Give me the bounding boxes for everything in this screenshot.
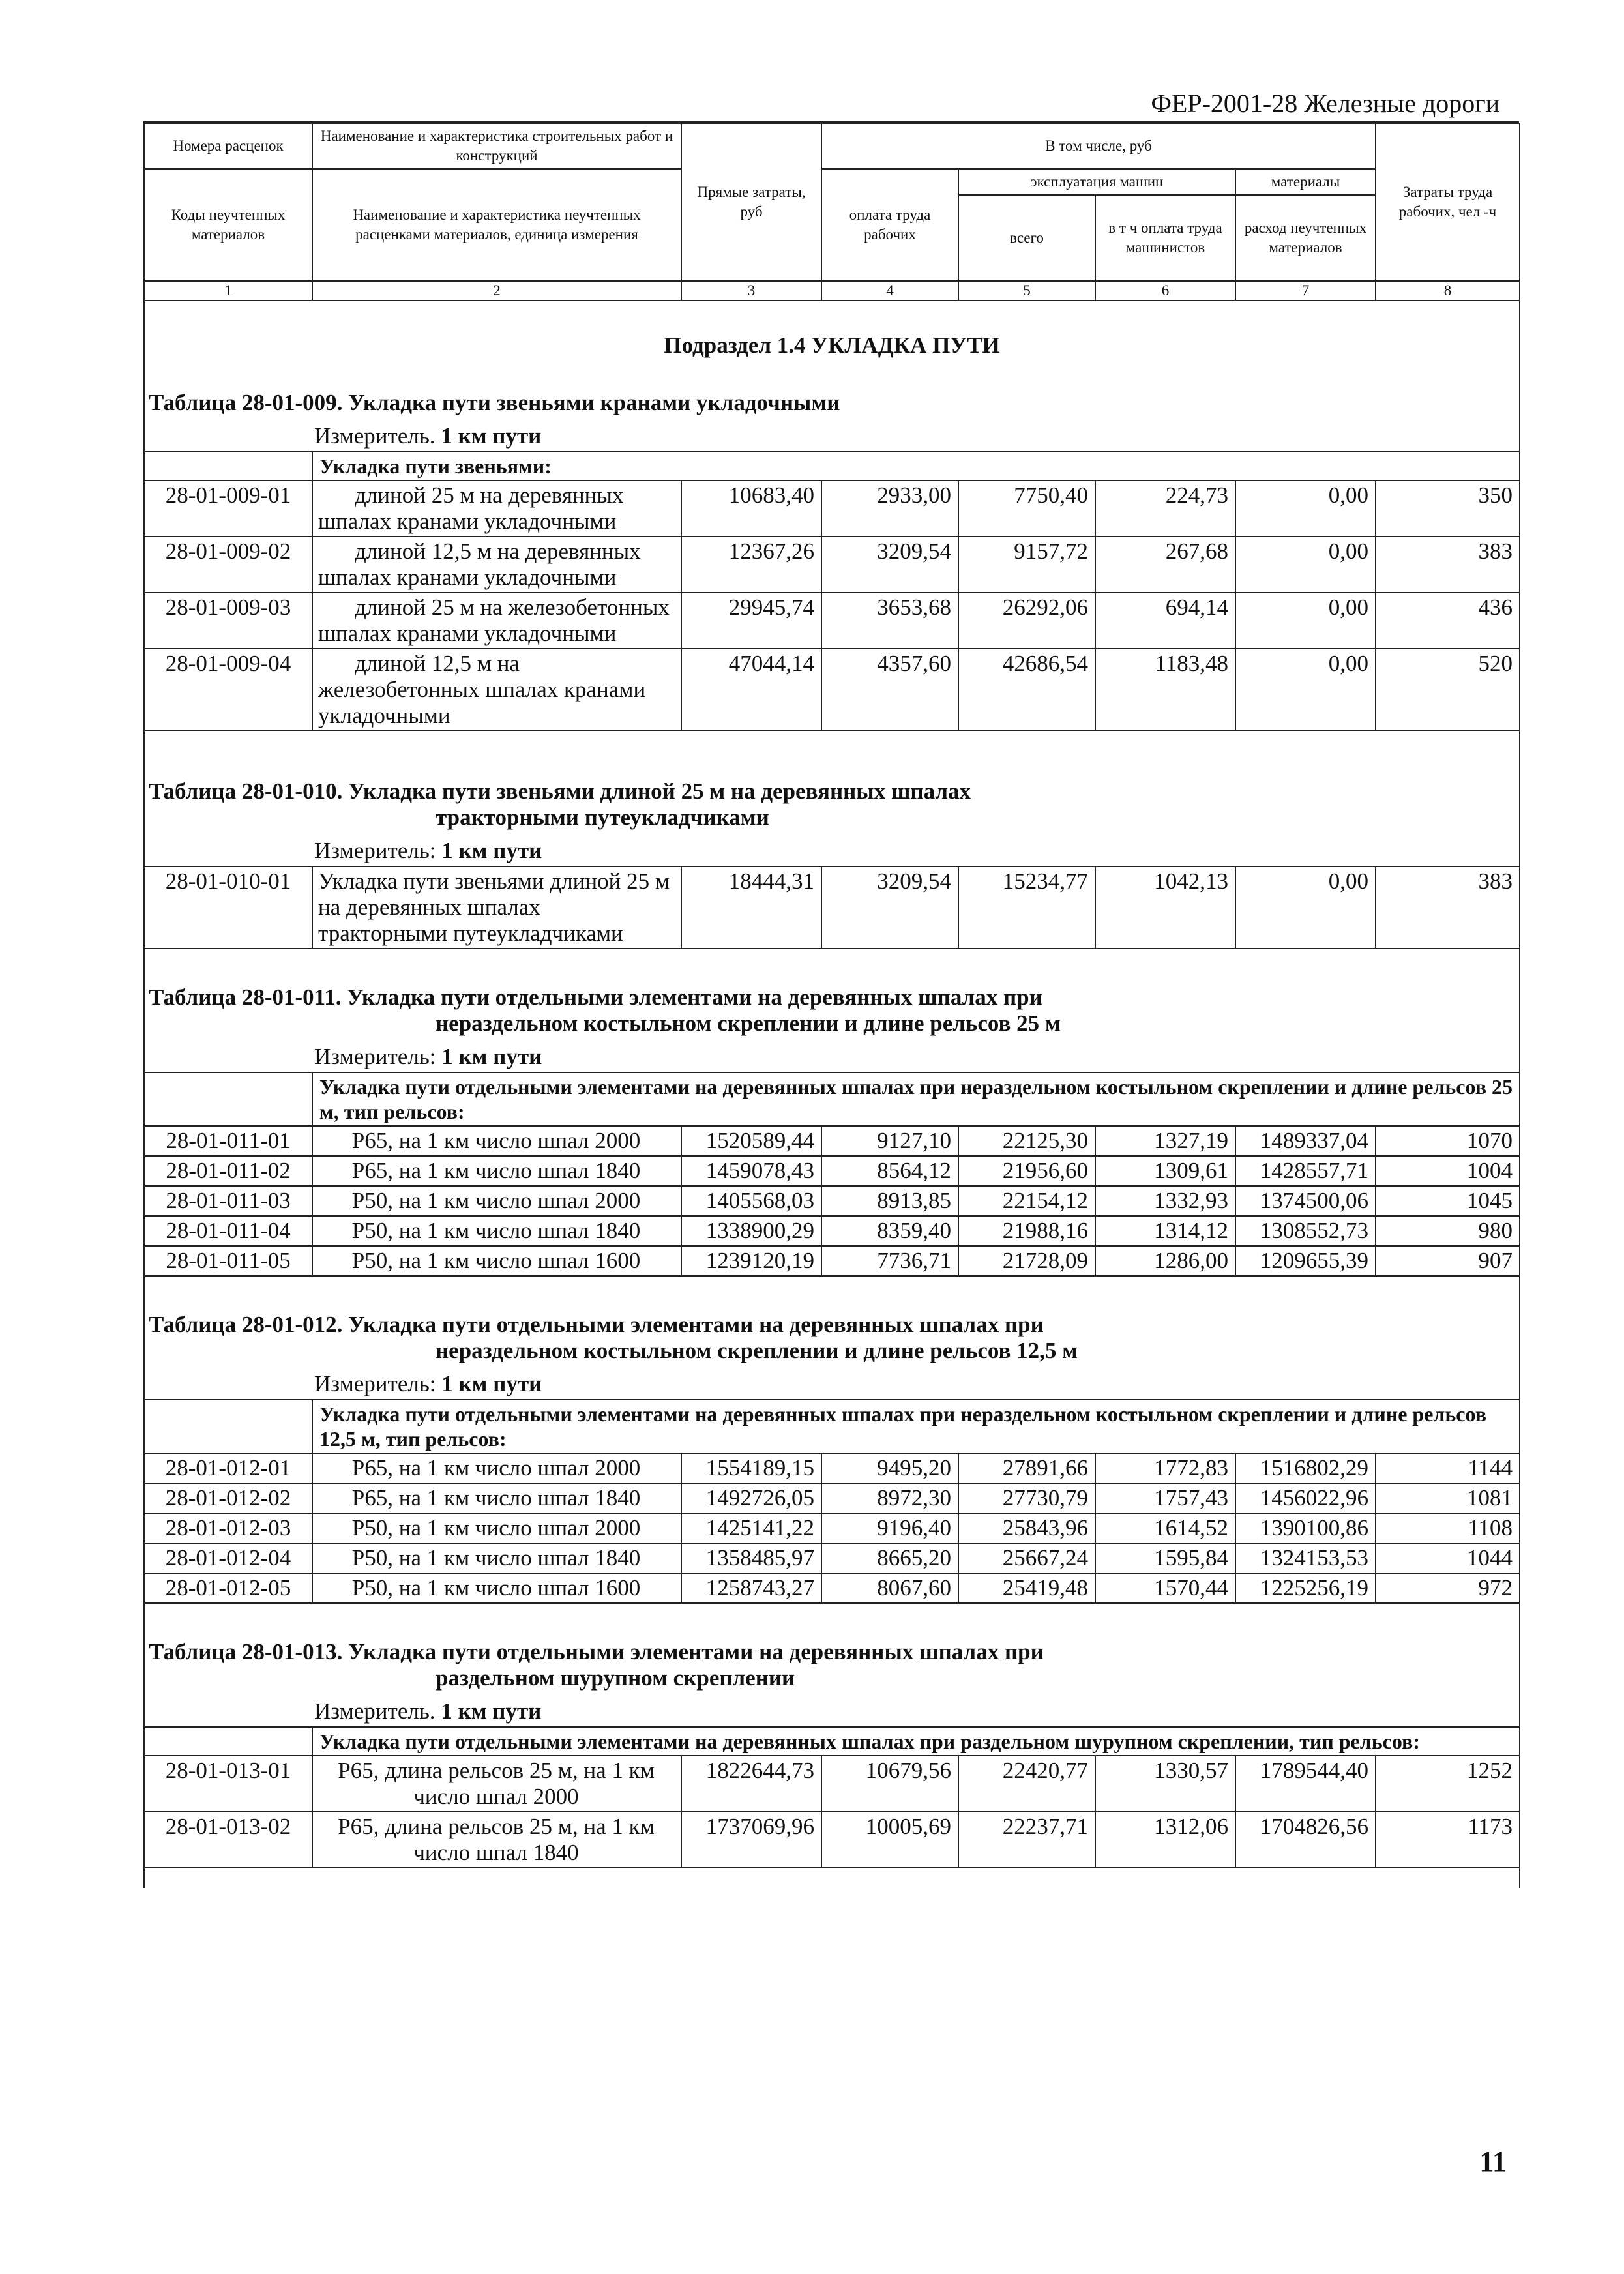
value-c3: 1338900,29 bbox=[681, 1216, 821, 1246]
rate-name-text: Р65, на 1 км число шпал 1840 bbox=[351, 1158, 641, 1183]
table-title-line1: Таблица 28-01-010. Укладка пути звеньями длиной 25 м на деревянных шпалах bbox=[149, 778, 971, 804]
value-c7: 0,00 bbox=[1235, 480, 1376, 537]
measure-value: 1 км пути bbox=[441, 1698, 542, 1724]
value-c7: 1456022,96 bbox=[1235, 1483, 1376, 1513]
measure-unit bbox=[144, 1039, 1520, 1072]
table-row bbox=[144, 480, 1520, 537]
rate-name bbox=[312, 1513, 681, 1543]
rate-name bbox=[312, 1483, 681, 1513]
group-title: Укладка пути отдельными элементами на деревянных шпалах при нераздельном костыльном скреплении и длине рельсов 25 м, тип рельсов: bbox=[312, 1072, 1520, 1126]
value-c6: 1312,06 bbox=[1095, 1812, 1235, 1868]
hdr-machinist-wages: в т ч оплата труда машинистов bbox=[1095, 195, 1235, 281]
value-c5: 22237,71 bbox=[958, 1812, 1095, 1868]
value-c6: 1327,19 bbox=[1095, 1126, 1235, 1156]
value-c8: 1081 bbox=[1376, 1483, 1520, 1513]
value-c5: 22420,77 bbox=[958, 1756, 1095, 1812]
col-num: 3 bbox=[681, 281, 821, 301]
value-c4: 8359,40 bbox=[821, 1216, 958, 1246]
value-c4: 3209,54 bbox=[821, 866, 958, 949]
measure-unit bbox=[144, 1366, 1520, 1400]
value-c6: 1183,48 bbox=[1095, 649, 1235, 731]
value-c4: 10005,69 bbox=[821, 1812, 958, 1868]
rate-name-text: Р65, на 1 км число шпал 2000 bbox=[351, 1455, 641, 1481]
value-c4: 8913,85 bbox=[821, 1186, 958, 1216]
measure-unit bbox=[144, 419, 1520, 452]
rate-name-text: Р65, на 1 км число шпал 2000 bbox=[351, 1128, 641, 1153]
value-c7: 0,00 bbox=[1235, 593, 1376, 649]
hdr-name-top: Наименование и характеристика строительных работ и конструкций bbox=[312, 123, 681, 169]
group-row bbox=[144, 1727, 1520, 1756]
col-num: 6 bbox=[1095, 281, 1235, 301]
value-c6: 694,14 bbox=[1095, 593, 1235, 649]
rate-name bbox=[312, 1756, 681, 1812]
rate-code: 28-01-012-03 bbox=[144, 1513, 312, 1543]
value-c5: 25843,96 bbox=[958, 1513, 1095, 1543]
measure-value: 1 км пути bbox=[441, 838, 542, 863]
value-c3: 1239120,19 bbox=[681, 1246, 821, 1276]
value-c8: 1252 bbox=[1376, 1756, 1520, 1812]
table-row bbox=[144, 1216, 1520, 1246]
value-c7: 0,00 bbox=[1235, 649, 1376, 731]
value-c4: 10679,56 bbox=[821, 1756, 958, 1812]
measure-value: 1 км пути bbox=[441, 1044, 542, 1069]
table-title bbox=[144, 374, 1520, 419]
value-c7: 1308552,73 bbox=[1235, 1216, 1376, 1246]
subsection-title: Подраздел 1.4 УКЛАДКА ПУТИ bbox=[144, 301, 1520, 374]
value-c8: 350 bbox=[1376, 480, 1520, 537]
group-title: Укладка пути отдельными элементами на деревянных шпалах при нераздельном костыльном скреплении и длине рельсов 12,5 м, тип рельсов: bbox=[312, 1400, 1520, 1453]
rate-name bbox=[312, 1216, 681, 1246]
value-c3: 12367,26 bbox=[681, 537, 821, 593]
value-c3: 1425141,22 bbox=[681, 1513, 821, 1543]
rate-name-text: Укладка пути звеньями длиной 25 м на деревянных шпалах тракторными путеукладчиками bbox=[318, 868, 670, 946]
value-c3: 18444,31 bbox=[681, 866, 821, 949]
value-c6: 1309,61 bbox=[1095, 1156, 1235, 1186]
table-row bbox=[144, 1573, 1520, 1603]
rate-code: 28-01-012-04 bbox=[144, 1543, 312, 1573]
rate-code: 28-01-011-03 bbox=[144, 1186, 312, 1216]
rate-name bbox=[312, 1812, 681, 1868]
running-header bbox=[143, 78, 1519, 123]
rate-code: 28-01-009-04 bbox=[144, 649, 312, 731]
value-c6: 1286,00 bbox=[1095, 1246, 1235, 1276]
value-c8: 383 bbox=[1376, 866, 1520, 949]
group-code-cell bbox=[144, 452, 312, 480]
document-title: ФЕР-2001-28 Железные дороги bbox=[1151, 89, 1499, 118]
value-c8: 1108 bbox=[1376, 1513, 1520, 1543]
rate-name bbox=[312, 866, 681, 949]
value-c3: 47044,14 bbox=[681, 649, 821, 731]
value-c5: 21728,09 bbox=[958, 1246, 1095, 1276]
hdr-direct-costs: Прямые затраты, руб bbox=[681, 123, 821, 281]
rate-code: 28-01-011-02 bbox=[144, 1156, 312, 1186]
rate-code: 28-01-011-04 bbox=[144, 1216, 312, 1246]
table-row bbox=[144, 649, 1520, 731]
table-row bbox=[144, 1513, 1520, 1543]
rate-name bbox=[312, 649, 681, 731]
table-title bbox=[144, 969, 1520, 1039]
value-c6: 1330,57 bbox=[1095, 1756, 1235, 1812]
value-c7: 0,00 bbox=[1235, 866, 1376, 949]
rate-name-text: Р50, на 1 км число шпал 2000 bbox=[351, 1515, 641, 1541]
table-row bbox=[144, 1186, 1520, 1216]
value-c6: 1757,43 bbox=[1095, 1483, 1235, 1513]
rate-name bbox=[312, 593, 681, 649]
rate-name bbox=[312, 1453, 681, 1483]
value-c6: 1042,13 bbox=[1095, 866, 1235, 949]
rate-code: 28-01-013-02 bbox=[144, 1812, 312, 1868]
table-title-line1: Таблица 28-01-009. Укладка пути звеньями кранами укладочными bbox=[149, 390, 840, 415]
table-title-line2: раздельном шурупном скреплении bbox=[436, 1665, 795, 1691]
hdr-column-numbers bbox=[144, 281, 1520, 301]
value-c8: 1004 bbox=[1376, 1156, 1520, 1186]
value-c5: 25667,24 bbox=[958, 1543, 1095, 1573]
group-code-cell bbox=[144, 1400, 312, 1453]
table-row bbox=[144, 1453, 1520, 1483]
col-num: 8 bbox=[1376, 281, 1520, 301]
value-c5: 21988,16 bbox=[958, 1216, 1095, 1246]
rate-name bbox=[312, 480, 681, 537]
value-c4: 9196,40 bbox=[821, 1513, 958, 1543]
value-c3: 1492726,05 bbox=[681, 1483, 821, 1513]
value-c6: 1332,93 bbox=[1095, 1186, 1235, 1216]
hdr-name-bottom: Наименование и характеристика неучтенных расценками материалов, единица измерения bbox=[312, 169, 681, 281]
group-code-cell bbox=[144, 1727, 312, 1756]
page-number: 11 bbox=[1479, 2146, 1507, 2178]
rate-name-text: Р65, длина рельсов 25 м, на 1 км число шпал 2000 bbox=[338, 1758, 655, 1809]
hdr-codes-bottom: Коды неучтенных материалов bbox=[144, 169, 312, 281]
group-row bbox=[144, 1072, 1520, 1126]
measure-unit bbox=[144, 833, 1520, 866]
measure-label: Измеритель: bbox=[314, 838, 436, 863]
hdr-materials: материалы bbox=[1235, 169, 1376, 195]
value-c5: 26292,06 bbox=[958, 593, 1095, 649]
measure-value: 1 км пути bbox=[441, 423, 542, 449]
rate-name-text: длиной 25 м на деревянных шпалах кранами укладочными bbox=[318, 482, 624, 534]
value-c3: 1459078,43 bbox=[681, 1156, 821, 1186]
value-c5: 15234,77 bbox=[958, 866, 1095, 949]
value-c7: 1225256,19 bbox=[1235, 1573, 1376, 1603]
value-c5: 9157,72 bbox=[958, 537, 1095, 593]
value-c8: 1173 bbox=[1376, 1812, 1520, 1868]
rate-code: 28-01-013-01 bbox=[144, 1756, 312, 1812]
value-c6: 1314,12 bbox=[1095, 1216, 1235, 1246]
rate-name-text: Р50, на 1 км число шпал 1840 bbox=[351, 1545, 641, 1571]
table-title bbox=[144, 1296, 1520, 1366]
value-c3: 10683,40 bbox=[681, 480, 821, 537]
table-title-line2: нераздельном костыльном скреплении и длине рельсов 12,5 м bbox=[436, 1338, 1078, 1363]
table-row bbox=[144, 1756, 1520, 1812]
hdr-machines-total: всего bbox=[958, 195, 1095, 281]
value-c4: 3653,68 bbox=[821, 593, 958, 649]
value-c3: 1737069,96 bbox=[681, 1812, 821, 1868]
table-title bbox=[144, 763, 1520, 833]
value-c5: 21956,60 bbox=[958, 1156, 1095, 1186]
rate-name-text: Р65, длина рельсов 25 м, на 1 км число шпал 1840 bbox=[338, 1814, 655, 1865]
table-title-line1: Таблица 28-01-011. Укладка пути отдельными элементами на деревянных шпалах при bbox=[149, 984, 1042, 1010]
rate-code: 28-01-009-03 bbox=[144, 593, 312, 649]
table-row bbox=[144, 537, 1520, 593]
value-c6: 224,73 bbox=[1095, 480, 1235, 537]
value-c4: 9127,10 bbox=[821, 1126, 958, 1156]
table-row bbox=[144, 866, 1520, 949]
hdr-incl: В том числе, руб bbox=[821, 123, 1376, 169]
hdr-machines: эксплуатация машин bbox=[958, 169, 1235, 195]
rate-name-text: длиной 12,5 м на железобетонных шпалах кранами укладочными bbox=[318, 651, 646, 728]
value-c7: 1489337,04 bbox=[1235, 1126, 1376, 1156]
measure-label: Измеритель: bbox=[314, 1371, 436, 1396]
rate-name bbox=[312, 1573, 681, 1603]
rate-code: 28-01-011-01 bbox=[144, 1126, 312, 1156]
hdr-wages: оплата труда рабочих bbox=[821, 169, 958, 281]
measure-unit bbox=[144, 1694, 1520, 1727]
rate-code: 28-01-012-01 bbox=[144, 1453, 312, 1483]
value-c7: 1209655,39 bbox=[1235, 1246, 1376, 1276]
col-num: 5 bbox=[958, 281, 1095, 301]
value-c5: 22154,12 bbox=[958, 1186, 1095, 1216]
value-c7: 1516802,29 bbox=[1235, 1453, 1376, 1483]
measure-value: 1 км пути bbox=[441, 1371, 542, 1396]
value-c7: 1789544,40 bbox=[1235, 1756, 1376, 1812]
value-c3: 1405568,03 bbox=[681, 1186, 821, 1216]
value-c8: 436 bbox=[1376, 593, 1520, 649]
rate-name bbox=[312, 537, 681, 593]
hdr-codes-top: Номера расценок bbox=[144, 123, 312, 169]
value-c8: 972 bbox=[1376, 1573, 1520, 1603]
value-c7: 1324153,53 bbox=[1235, 1543, 1376, 1573]
table-title-line1: Таблица 28-01-013. Укладка пути отдельными элементами на деревянных шпалах при bbox=[149, 1639, 1044, 1664]
value-c4: 8665,20 bbox=[821, 1543, 958, 1573]
table-row bbox=[144, 1812, 1520, 1868]
group-code-cell bbox=[144, 1072, 312, 1126]
col-num: 4 bbox=[821, 281, 958, 301]
rate-code: 28-01-009-01 bbox=[144, 480, 312, 537]
rate-name-text: длиной 12,5 м на деревянных шпалах кранами укладочными bbox=[318, 539, 641, 590]
value-c4: 4357,60 bbox=[821, 649, 958, 731]
value-c5: 7750,40 bbox=[958, 480, 1095, 537]
value-c8: 980 bbox=[1376, 1216, 1520, 1246]
value-c4: 8067,60 bbox=[821, 1573, 958, 1603]
hdr-materials-usage: расход неучтенных материалов bbox=[1235, 195, 1376, 281]
value-c3: 1822644,73 bbox=[681, 1756, 821, 1812]
rate-code: 28-01-009-02 bbox=[144, 537, 312, 593]
measure-label: Измеритель: bbox=[314, 1044, 436, 1069]
value-c8: 1070 bbox=[1376, 1126, 1520, 1156]
value-c3: 1554189,15 bbox=[681, 1453, 821, 1483]
value-c7: 1390100,86 bbox=[1235, 1513, 1376, 1543]
value-c8: 1045 bbox=[1376, 1186, 1520, 1216]
col-num: 1 bbox=[144, 281, 312, 301]
table-row bbox=[144, 593, 1520, 649]
value-c6: 1772,83 bbox=[1095, 1453, 1235, 1483]
value-c7: 1704826,56 bbox=[1235, 1812, 1376, 1868]
table-header bbox=[144, 123, 1520, 301]
rate-name bbox=[312, 1246, 681, 1276]
value-c4: 2933,00 bbox=[821, 480, 958, 537]
rate-name-text: Р50, на 1 км число шпал 1600 bbox=[351, 1575, 641, 1601]
rate-code: 28-01-010-01 bbox=[144, 866, 312, 949]
rate-code: 28-01-011-05 bbox=[144, 1246, 312, 1276]
value-c7: 1374500,06 bbox=[1235, 1186, 1376, 1216]
hdr-labor-hours: Затраты труда рабочих, чел -ч bbox=[1376, 123, 1520, 281]
price-table bbox=[143, 123, 1520, 1888]
value-c8: 1044 bbox=[1376, 1543, 1520, 1573]
rate-name-text: длиной 25 м на железобетонных шпалах кранами укладочными bbox=[318, 595, 670, 646]
value-c8: 383 bbox=[1376, 537, 1520, 593]
document-page bbox=[143, 78, 1519, 1888]
rate-code: 28-01-012-02 bbox=[144, 1483, 312, 1513]
value-c7: 1428557,71 bbox=[1235, 1156, 1376, 1186]
table-row bbox=[144, 1246, 1520, 1276]
group-title: Укладка пути звеньями: bbox=[312, 452, 1520, 480]
value-c4: 8972,30 bbox=[821, 1483, 958, 1513]
col-num: 7 bbox=[1235, 281, 1376, 301]
rate-name-text: Р50, на 1 км число шпал 2000 bbox=[351, 1188, 641, 1213]
table-title-line1: Таблица 28-01-012. Укладка пути отдельными элементами на деревянных шпалах при bbox=[149, 1312, 1044, 1337]
group-row bbox=[144, 1400, 1520, 1453]
col-num: 2 bbox=[312, 281, 681, 301]
value-c4: 9495,20 bbox=[821, 1453, 958, 1483]
value-c6: 267,68 bbox=[1095, 537, 1235, 593]
table-title-line2: нераздельном костыльном скреплении и длине рельсов 25 м bbox=[436, 1011, 1061, 1036]
rate-name bbox=[312, 1543, 681, 1573]
value-c6: 1570,44 bbox=[1095, 1573, 1235, 1603]
value-c6: 1595,84 bbox=[1095, 1543, 1235, 1573]
value-c5: 27730,79 bbox=[958, 1483, 1095, 1513]
value-c3: 1358485,97 bbox=[681, 1543, 821, 1573]
value-c5: 27891,66 bbox=[958, 1453, 1095, 1483]
value-c5: 25419,48 bbox=[958, 1573, 1095, 1603]
value-c6: 1614,52 bbox=[1095, 1513, 1235, 1543]
table-title-line2: тракторными путеукладчиками bbox=[436, 805, 769, 830]
rate-name bbox=[312, 1126, 681, 1156]
measure-label: Измеритель. bbox=[314, 1698, 436, 1724]
value-c5: 22125,30 bbox=[958, 1126, 1095, 1156]
value-c7: 0,00 bbox=[1235, 537, 1376, 593]
group-title: Укладка пути отдельными элементами на деревянных шпалах при раздельном шурупном скреплении, тип рельсов: bbox=[312, 1727, 1520, 1756]
table-row bbox=[144, 1483, 1520, 1513]
rate-name bbox=[312, 1156, 681, 1186]
rate-name-text: Р50, на 1 км число шпал 1840 bbox=[351, 1218, 641, 1243]
rate-name-text: Р50, на 1 км число шпал 1600 bbox=[351, 1248, 641, 1273]
value-c4: 8564,12 bbox=[821, 1156, 958, 1186]
value-c3: 29945,74 bbox=[681, 593, 821, 649]
table-row bbox=[144, 1543, 1520, 1573]
group-row bbox=[144, 452, 1520, 480]
rate-name-text: Р65, на 1 км число шпал 1840 bbox=[351, 1485, 641, 1511]
value-c3: 1258743,27 bbox=[681, 1573, 821, 1603]
rate-name bbox=[312, 1186, 681, 1216]
value-c4: 7736,71 bbox=[821, 1246, 958, 1276]
value-c5: 42686,54 bbox=[958, 649, 1095, 731]
value-c4: 3209,54 bbox=[821, 537, 958, 593]
value-c8: 520 bbox=[1376, 649, 1520, 731]
measure-label: Измеритель. bbox=[314, 423, 436, 449]
value-c8: 1144 bbox=[1376, 1453, 1520, 1483]
rate-code: 28-01-012-05 bbox=[144, 1573, 312, 1603]
table-title bbox=[144, 1623, 1520, 1694]
value-c3: 1520589,44 bbox=[681, 1126, 821, 1156]
table-row bbox=[144, 1126, 1520, 1156]
value-c8: 907 bbox=[1376, 1246, 1520, 1276]
table-row bbox=[144, 1156, 1520, 1186]
table-body bbox=[144, 301, 1520, 1888]
